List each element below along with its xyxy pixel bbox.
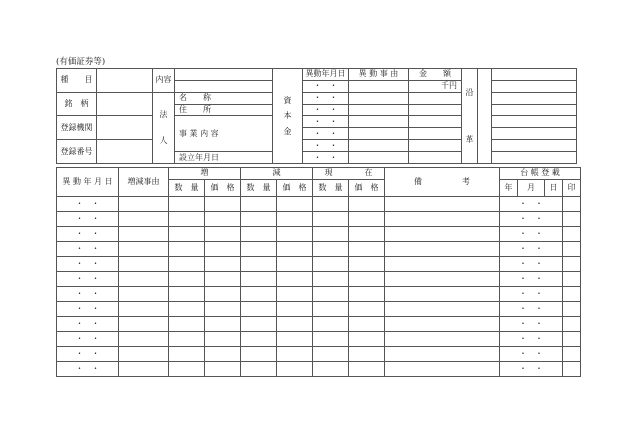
enkaku-row[interactable] [492,128,577,140]
row-gen-price[interactable] [277,346,313,361]
cap-date-header: 異動年月日 [303,69,349,81]
row-genzai-qty[interactable] [313,361,349,376]
row-daicho-stamp[interactable] [563,256,581,271]
row-genzai-price[interactable] [349,196,385,211]
cap-date[interactable]: ・ ・ [303,92,349,104]
cap-date[interactable]: ・ ・ [303,140,349,152]
row-genzai-price[interactable] [349,286,385,301]
col-biko-header: 備 考 [385,168,500,197]
row-genzai-qty[interactable] [313,346,349,361]
col-qty: 数 量 [241,179,277,196]
cap-amount[interactable] [409,152,462,164]
row-genzai-price[interactable] [349,316,385,331]
row-biko[interactable] [385,241,500,256]
row-genzai-price[interactable] [349,301,385,316]
ledger-row [57,226,581,241]
row-gen-qty[interactable] [241,226,277,241]
row-daicho-date[interactable]: ・ ・ [500,361,563,376]
ledger-row [57,316,581,331]
row-biko[interactable] [385,346,500,361]
col-qty: 数 量 [169,179,205,196]
form-title: (有価証券等) [56,57,106,67]
row-biko[interactable] [385,226,500,241]
row-daicho-stamp[interactable] [563,361,581,376]
cap-date[interactable]: ・ ・ [303,80,349,92]
ledger-row [57,196,581,211]
row-zo-qty[interactable] [169,211,205,226]
row-date[interactable]: ・ ・ [57,271,119,286]
row-daicho-date[interactable]: ・ ・ [500,256,563,271]
shurui-label: 種 目 [57,69,97,93]
row-daicho-stamp[interactable] [563,346,581,361]
enkaku-label: 沿 革 [462,69,492,164]
row-gen-price[interactable] [277,361,313,376]
row-gen-qty[interactable] [241,361,277,376]
row-zo-qty[interactable] [169,361,205,376]
row-gen-price[interactable] [277,241,313,256]
row-genzai-price[interactable] [349,256,385,271]
row-daicho-stamp[interactable] [563,196,581,211]
securities-info-table [56,68,577,164]
row-date[interactable]: ・ ・ [57,316,119,331]
row-daicho-date[interactable]: ・ ・ [500,316,563,331]
row-daicho-stamp[interactable] [563,241,581,256]
toroku-kikan-value[interactable] [97,116,153,140]
row-date[interactable]: ・ ・ [57,211,119,226]
ledger-row [57,256,581,271]
row-date[interactable]: ・ ・ [57,331,119,346]
row-zo-qty[interactable] [169,241,205,256]
row-gen-qty[interactable] [241,346,277,361]
cap-reason[interactable] [349,140,409,152]
naiyou-value-2[interactable] [175,80,273,92]
row-zo-qty[interactable] [169,316,205,331]
row-zo-qty[interactable] [169,286,205,301]
row-daicho-date[interactable]: ・ ・ [500,346,563,361]
row-daicho-date[interactable]: ・ ・ [500,331,563,346]
row-genzai-price[interactable] [349,346,385,361]
row-genzai-price[interactable] [349,211,385,226]
ledger-row [57,361,581,376]
cap-date[interactable]: ・ ・ [303,104,349,116]
row-gen-price[interactable] [277,301,313,316]
row-zo-qty[interactable] [169,331,205,346]
col-date-header: 異 動 年 月 日 [57,168,119,197]
row-daicho-date[interactable]: ・ ・ [500,211,563,226]
row-zo-qty[interactable] [169,271,205,286]
col-zo-header: 増 [169,168,241,180]
ledger-row [57,211,581,226]
enkaku-row[interactable] [492,80,577,92]
row-gen-price[interactable] [277,196,313,211]
cap-date[interactable]: ・ ・ [303,116,349,128]
row-date[interactable]: ・ ・ [57,286,119,301]
row-gen-qty[interactable] [241,241,277,256]
row-daicho-date[interactable]: ・ ・ [500,301,563,316]
row-daicho-stamp[interactable] [563,331,581,346]
row-zo-price[interactable] [205,286,241,301]
row-zo-price[interactable] [205,346,241,361]
row-genzai-qty[interactable] [313,241,349,256]
meigara-label: 銘 柄 [57,92,97,116]
enkaku-row[interactable] [492,116,577,128]
cap-amount-header: 金 額 [409,69,462,81]
row-gen-qty[interactable] [241,286,277,301]
cap-amount-unit: 千円 [409,80,462,92]
row-daicho-date[interactable]: ・ ・ [500,241,563,256]
col-month: 月 [518,179,545,196]
col-genzai-header: 現 在 [313,168,385,180]
meigara-value[interactable] [97,92,153,116]
meisho-label: 名 称 [175,92,273,104]
ledger-row [57,271,581,286]
enkaku-row[interactable] [492,140,577,152]
row-gen-qty[interactable] [241,331,277,346]
row-gen-qty[interactable] [241,301,277,316]
row-gen-price[interactable] [277,316,313,331]
row-zo-price[interactable] [205,196,241,211]
row-daicho-date[interactable]: ・ ・ [500,271,563,286]
col-day: 日 [545,179,563,196]
row-daicho-date[interactable]: ・ ・ [500,196,563,211]
row-genzai-qty[interactable] [313,226,349,241]
row-daicho-stamp[interactable] [563,316,581,331]
row-reason[interactable] [119,286,169,301]
row-zo-price[interactable] [205,361,241,376]
enkaku-row[interactable] [492,69,577,81]
row-date[interactable]: ・ ・ [57,241,119,256]
col-daicho-header: 台 帳 登 載 [500,168,581,180]
row-reason[interactable] [119,211,169,226]
row-genzai-price[interactable] [349,271,385,286]
cap-amount[interactable] [409,140,462,152]
row-genzai-qty[interactable] [313,286,349,301]
toroku-bango-label: 登録番号 [57,140,97,164]
cap-amount[interactable] [409,116,462,128]
row-zo-price[interactable] [205,241,241,256]
row-gen-qty[interactable] [241,316,277,331]
col-gen-header: 減 [241,168,313,180]
naiyou-value[interactable] [175,69,273,81]
row-genzai-qty[interactable] [313,301,349,316]
row-biko[interactable] [385,331,500,346]
row-zo-qty[interactable] [169,226,205,241]
row-genzai-price[interactable] [349,241,385,256]
row-reason[interactable] [119,226,169,241]
row-biko[interactable] [385,361,500,376]
shihon-label: 資 本 金 [273,69,303,164]
row-daicho-stamp[interactable] [563,301,581,316]
row-date[interactable]: ・ ・ [57,196,119,211]
row-genzai-qty[interactable] [313,271,349,286]
row-gen-price[interactable] [277,211,313,226]
row-gen-price[interactable] [277,256,313,271]
cap-reason[interactable] [349,128,409,140]
col-stamp: 印 [563,179,581,196]
jigyo-label: 事 業 内 容 [175,116,273,152]
ledger-row [57,241,581,256]
row-genzai-qty[interactable] [313,196,349,211]
col-price: 価 格 [205,179,241,196]
row-zo-price[interactable] [205,256,241,271]
cap-amount[interactable] [409,104,462,116]
row-reason[interactable] [119,346,169,361]
cap-reason[interactable] [349,152,409,164]
row-zo-price[interactable] [205,226,241,241]
row-reason[interactable] [119,361,169,376]
ledger-row [57,346,581,361]
row-biko[interactable] [385,316,500,331]
naiyou-label: 内容 [153,69,175,93]
col-year: 年 [500,179,518,196]
row-genzai-price[interactable] [349,331,385,346]
col-reason-header: 増減事由 [119,168,169,197]
row-date[interactable]: ・ ・ [57,346,119,361]
cap-reason[interactable] [349,80,409,92]
row-biko[interactable] [385,196,500,211]
row-reason[interactable] [119,301,169,316]
row-daicho-stamp[interactable] [563,271,581,286]
row-zo-qty[interactable] [169,256,205,271]
enkaku-row[interactable] [492,152,577,164]
ledger-row [57,331,581,346]
col-qty: 数 量 [313,179,349,196]
row-zo-price[interactable] [205,301,241,316]
hojin-label: 法 人 [153,92,175,163]
cap-amount[interactable] [409,92,462,104]
jusho-label: 住 所 [175,104,273,116]
row-gen-price[interactable] [277,331,313,346]
row-zo-qty[interactable] [169,301,205,316]
row-genzai-price[interactable] [349,226,385,241]
row-genzai-qty[interactable] [313,211,349,226]
row-zo-price[interactable] [205,316,241,331]
row-date[interactable]: ・ ・ [57,301,119,316]
row-date[interactable]: ・ ・ [57,256,119,271]
row-reason[interactable] [119,271,169,286]
row-gen-price[interactable] [277,226,313,241]
row-genzai-qty[interactable] [313,316,349,331]
cap-reason[interactable] [349,104,409,116]
securities-ledger-table [56,167,581,377]
row-biko[interactable] [385,211,500,226]
ledger-row [57,301,581,316]
ledger-row [57,286,581,301]
row-biko[interactable] [385,256,500,271]
row-gen-price[interactable] [277,271,313,286]
row-daicho-stamp[interactable] [563,226,581,241]
setsuritsu-label: 設立年月日 [175,152,273,164]
row-zo-price[interactable] [205,211,241,226]
row-biko[interactable] [385,301,500,316]
toroku-bango-value[interactable] [97,140,153,164]
row-gen-price[interactable] [277,286,313,301]
row-reason[interactable] [119,241,169,256]
row-daicho-date[interactable]: ・ ・ [500,226,563,241]
row-date[interactable]: ・ ・ [57,361,119,376]
col-price: 価 格 [349,179,385,196]
row-zo-qty[interactable] [169,346,205,361]
row-zo-qty[interactable] [169,196,205,211]
row-daicho-stamp[interactable] [563,286,581,301]
row-daicho-stamp[interactable] [563,211,581,226]
row-zo-price[interactable] [205,331,241,346]
row-gen-qty[interactable] [241,196,277,211]
row-gen-qty[interactable] [241,211,277,226]
row-genzai-qty[interactable] [313,256,349,271]
cap-reason-header: 異 動 事 由 [349,69,409,81]
row-reason[interactable] [119,331,169,346]
row-date[interactable]: ・ ・ [57,226,119,241]
row-gen-qty[interactable] [241,271,277,286]
shurui-value[interactable] [97,69,153,93]
enkaku-row[interactable] [492,104,577,116]
toroku-kikan-label: 登録機関 [57,116,97,140]
row-gen-qty[interactable] [241,256,277,271]
col-price: 価 格 [277,179,313,196]
cap-reason[interactable] [349,92,409,104]
row-reason[interactable] [119,256,169,271]
row-genzai-price[interactable] [349,361,385,376]
ledger-body [57,196,581,376]
row-daicho-date[interactable]: ・ ・ [500,286,563,301]
row-reason[interactable] [119,196,169,211]
row-zo-price[interactable] [205,271,241,286]
row-biko[interactable] [385,286,500,301]
cap-amount[interactable] [409,128,462,140]
cap-date[interactable]: ・ ・ [303,152,349,164]
cap-reason[interactable] [349,116,409,128]
enkaku-row[interactable] [492,92,577,104]
row-reason[interactable] [119,316,169,331]
row-biko[interactable] [385,271,500,286]
row-genzai-qty[interactable] [313,331,349,346]
cap-date[interactable]: ・ ・ [303,128,349,140]
